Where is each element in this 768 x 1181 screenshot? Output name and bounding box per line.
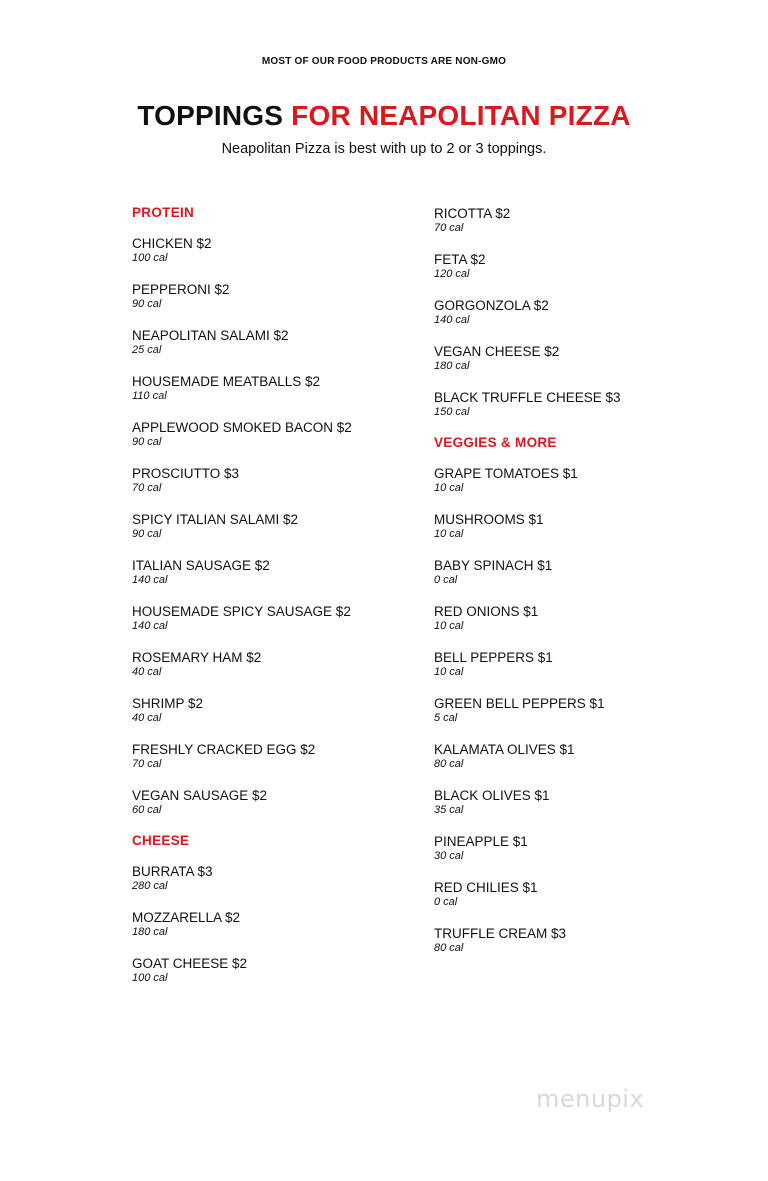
menu-item-calories: 0 cal [434, 896, 458, 908]
menu-item-name: BLACK OLIVES $1 [434, 788, 550, 803]
menu-item-name: NEAPOLITAN SALAMI $2 [132, 328, 289, 343]
title-toppings: TOPPINGS [137, 100, 284, 131]
cheese-list [132, 864, 432, 1002]
menu-item-calories: 110 cal [132, 390, 167, 402]
menu-item [132, 282, 432, 328]
menu-item-calories: 70 cal [132, 482, 162, 494]
menu-item [434, 206, 734, 252]
menu-item-calories: 150 cal [434, 406, 470, 418]
menu-item-name: APPLEWOOD SMOKED BACON $2 [132, 420, 352, 435]
section-title-cheese: CHEESE [132, 833, 190, 848]
menu-item-calories: 70 cal [434, 222, 464, 234]
menu-item-name: ITALIAN SAUSAGE $2 [132, 558, 270, 573]
menu-item [132, 956, 432, 1002]
menu-item-name: FRESHLY CRACKED EGG $2 [132, 742, 316, 757]
menu-item-name: GREEN BELL PEPPERS $1 [434, 696, 605, 711]
menu-item-name: TRUFFLE CREAM $3 [434, 926, 567, 941]
protein-list [132, 236, 432, 834]
menu-item [132, 696, 432, 742]
menu-item [434, 344, 734, 390]
menu-item-name: MOZZARELLA $2 [132, 910, 241, 925]
menu-item [132, 650, 432, 696]
menu-item-name: RICOTTA $2 [434, 206, 511, 221]
menu-item [434, 650, 734, 696]
menu-item-calories: 120 cal [434, 268, 470, 280]
menu-item-name: FETA $2 [434, 252, 486, 267]
menu-item [434, 390, 734, 436]
page-title [0, 100, 768, 132]
menu-item [132, 236, 432, 282]
menu-item-name: PEPPERONI $2 [132, 282, 230, 297]
menu-item-calories: 180 cal [434, 360, 470, 372]
menu-item-name: BLACK TRUFFLE CHEESE $3 [434, 390, 621, 405]
menu-item [132, 374, 432, 420]
menu-item [434, 834, 734, 880]
menu-item-calories: 30 cal [434, 850, 464, 862]
menu-item-calories: 40 cal [132, 712, 162, 724]
menu-item-calories: 80 cal [434, 758, 464, 770]
menu-item [132, 466, 432, 512]
menu-item [434, 298, 734, 344]
menu-item-calories: 35 cal [434, 804, 464, 816]
menu-item-name: PINEAPPLE $1 [434, 834, 528, 849]
section-title-protein: PROTEIN [132, 205, 195, 220]
section-title-veggies: VEGGIES & MORE [434, 435, 557, 450]
menu-item-calories: 10 cal [434, 528, 464, 540]
menu-item-name: RED CHILIES $1 [434, 880, 538, 895]
menu-item-name: MUSHROOMS $1 [434, 512, 544, 527]
menu-item-name: HOUSEMADE MEATBALLS $2 [132, 374, 321, 389]
menu-item-calories: 70 cal [132, 758, 162, 770]
menu-item [132, 420, 432, 466]
menu-item-calories: 5 cal [434, 712, 458, 724]
title-neapolitan-pizza: FOR NEAPOLITAN PIZZA [291, 100, 631, 131]
menu-item-name: GRAPE TOMATOES $1 [434, 466, 578, 481]
menu-item-calories: 140 cal [434, 314, 470, 326]
menu-item [434, 558, 734, 604]
menu-item [132, 328, 432, 374]
menu-item-name: KALAMATA OLIVES $1 [434, 742, 575, 757]
menu-item-name: SPICY ITALIAN SALAMI $2 [132, 512, 299, 527]
menu-item-calories: 60 cal [132, 804, 162, 816]
menu-item-calories: 40 cal [132, 666, 162, 678]
right-column [434, 206, 734, 972]
menu-item [434, 512, 734, 558]
menu-item-name: VEGAN CHEESE $2 [434, 344, 560, 359]
menu-item-calories: 100 cal [132, 972, 168, 984]
menu-item-calories: 180 cal [132, 926, 168, 938]
veggies-list [434, 466, 734, 972]
menu-item [434, 696, 734, 742]
menu-item-name: ROSEMARY HAM $2 [132, 650, 262, 665]
menu-item [434, 926, 734, 972]
menu-item [434, 742, 734, 788]
menu-item [434, 604, 734, 650]
menu-item [132, 742, 432, 788]
menu-item [434, 252, 734, 298]
menu-item-name: VEGAN SAUSAGE $2 [132, 788, 268, 803]
menu-item [132, 604, 432, 650]
menu-item-name: BABY SPINACH $1 [434, 558, 553, 573]
menu-item-calories: 10 cal [434, 666, 464, 678]
menu-item-name: GORGONZOLA $2 [434, 298, 549, 313]
menu-item [132, 864, 432, 910]
menu-item-calories: 140 cal [132, 574, 168, 586]
menu-item-calories: 0 cal [434, 574, 458, 586]
menu-item [132, 558, 432, 604]
menu-item [132, 788, 432, 834]
menu-item [434, 880, 734, 926]
menu-item-name: SHRIMP $2 [132, 696, 204, 711]
menu-item-calories: 10 cal [434, 620, 464, 632]
menu-item-calories: 90 cal [132, 528, 162, 540]
left-column [132, 206, 432, 1002]
menu-item-calories: 90 cal [132, 298, 162, 310]
menu-item-name: RED ONIONS $1 [434, 604, 539, 619]
menu-item [434, 788, 734, 834]
menu-item-name: CHICKEN $2 [132, 236, 212, 251]
page-subtitle: Neapolitan Pizza is best with up to 2 or 3 toppings. [221, 141, 547, 157]
menu-item-calories: 80 cal [434, 942, 464, 954]
menu-item [434, 466, 734, 512]
menu-item-calories: 140 cal [132, 620, 168, 632]
menu-item [132, 512, 432, 558]
menu-item-name: BELL PEPPERS $1 [434, 650, 553, 665]
menu-item-calories: 100 cal [132, 252, 168, 264]
cheese-list-continued [434, 206, 734, 436]
non-gmo-note: MOST OF OUR FOOD PRODUCTS ARE NON-GMO [261, 56, 507, 67]
menu-item-calories: 90 cal [132, 436, 162, 448]
menu-item-name: HOUSEMADE SPICY SAUSAGE $2 [132, 604, 351, 619]
menu-item-calories: 10 cal [434, 482, 464, 494]
menu-item-calories: 25 cal [132, 344, 162, 356]
menu-item-name: GOAT CHEESE $2 [132, 956, 248, 971]
menupix-watermark: menupix [536, 1085, 645, 1113]
menu-item [132, 910, 432, 956]
menu-item-name: BURRATA $3 [132, 864, 213, 879]
menu-item-calories: 280 cal [132, 880, 168, 892]
menu-item-name: PROSCIUTTO $3 [132, 466, 240, 481]
